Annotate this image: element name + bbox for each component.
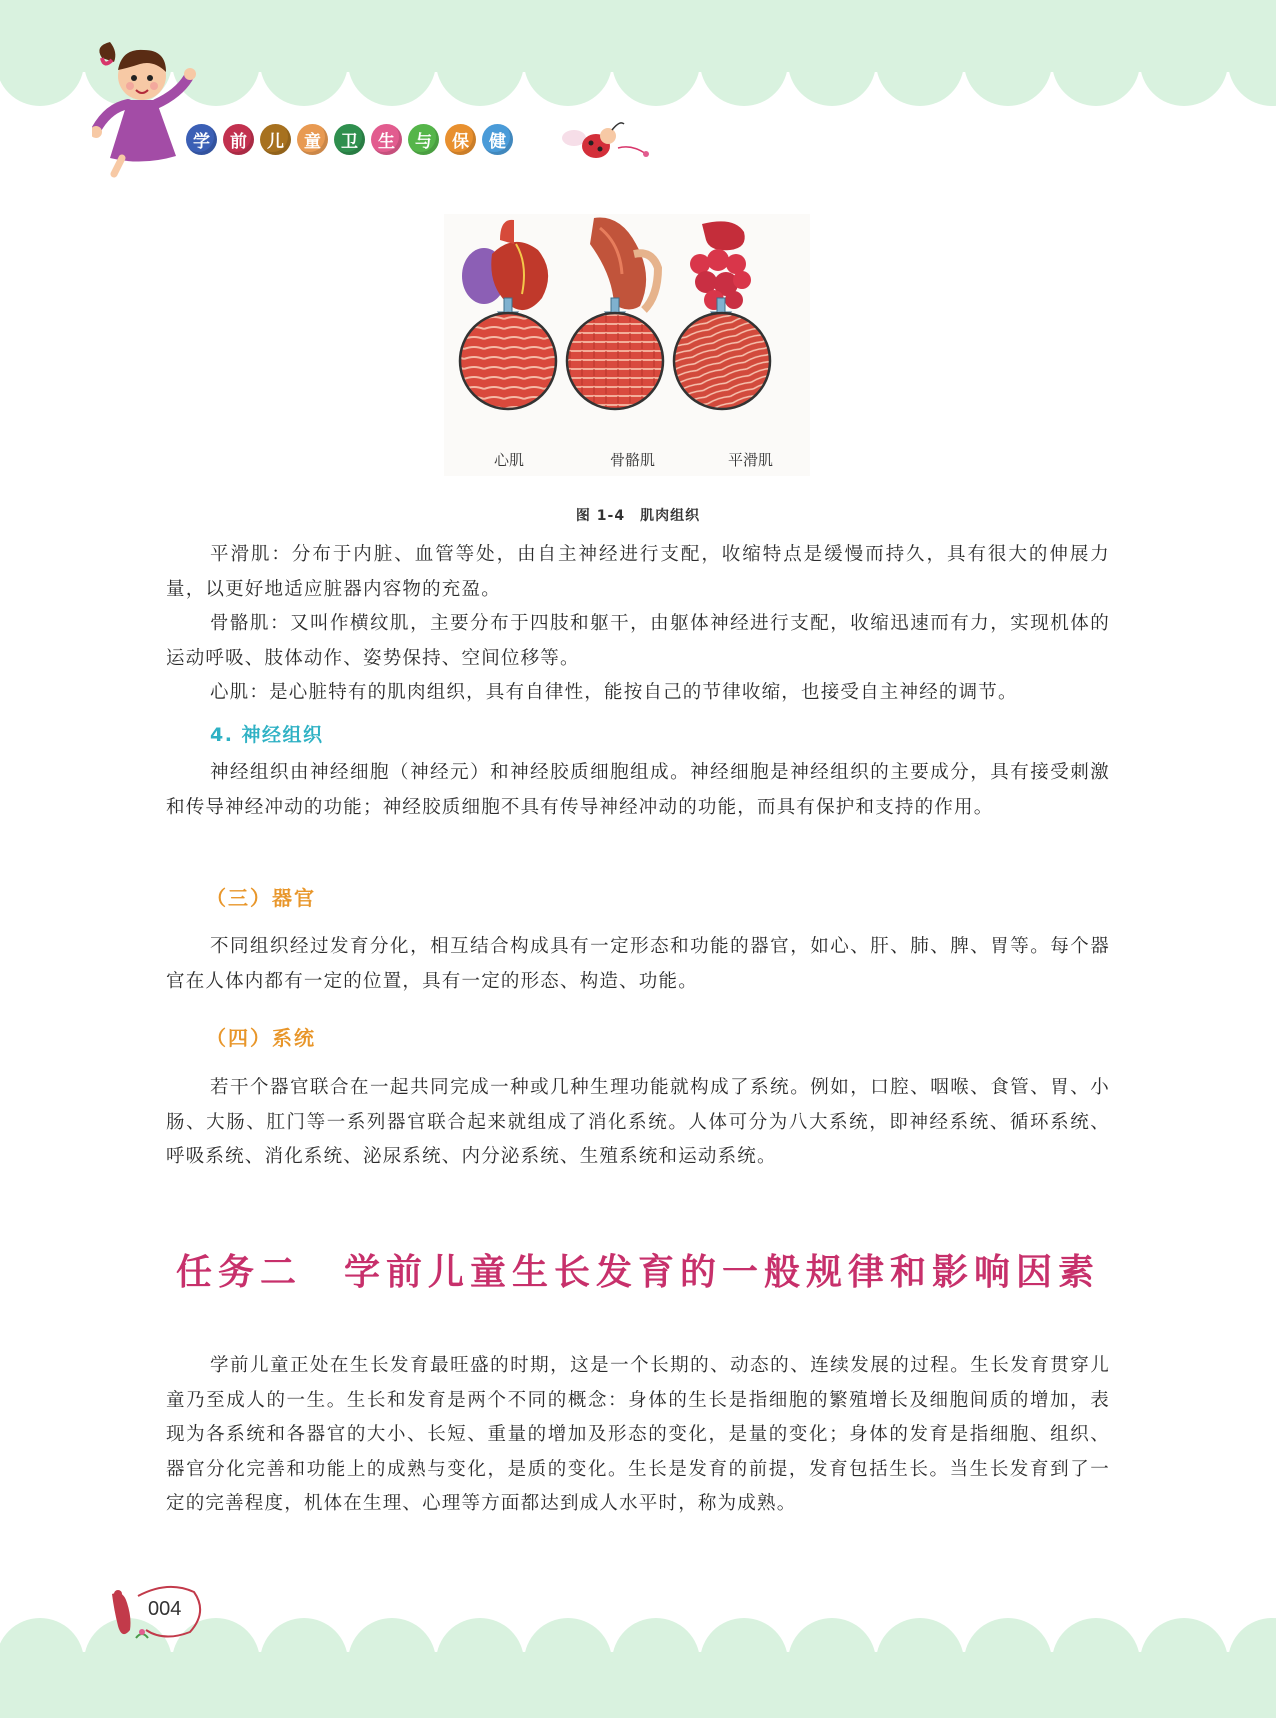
- heading-organs: （三）器官: [206, 886, 316, 910]
- book-title-char: 健: [482, 124, 513, 155]
- figure-caption: 图 1-4 肌肉组织: [575, 508, 701, 524]
- intestine-icon: [690, 221, 751, 310]
- muscle-tissue-figure: [444, 214, 810, 476]
- paragraph-systems: 若干个器官联合在一起共同完成一种或几种生理功能就构成了系统。例如，口腔、咽喉、食管、胃、小肠、大肠、肛门等一系列器官联合起来就组成了消化系统。人体可分为八大系统，即神经系统、循环系统、呼吸系统、消化系统、泌尿系统、内分泌系统、生殖系统和运动系统。: [166, 1077, 1110, 1167]
- book-title-char: 生: [371, 124, 402, 155]
- book-title-char: 童: [297, 124, 328, 155]
- cardiac-muscle-tissue: [460, 313, 556, 409]
- muscle-tissue-illustration: [444, 214, 810, 476]
- smooth-muscle-tissue: [674, 313, 770, 409]
- book-title-char: 与: [408, 124, 439, 155]
- heading-nervous-tissue: 4. 神经组织: [210, 724, 324, 746]
- book-title-char: 学: [186, 124, 217, 155]
- book-title-char: 儿: [260, 124, 291, 155]
- arm-muscle-icon: [590, 218, 658, 310]
- paragraph-organs: 不同组织经过发育分化，相互结合构成具有一定形态和功能的器官，如心、肝、肺、脾、胃等。每个器官在人体内都有一定的位置，具有一定的形态、构造、功能。: [166, 936, 1110, 992]
- task-two-title: 任务二 学前儿童生长发育的一般规律和影响因素: [175, 1252, 1100, 1293]
- paragraph-smooth-muscle: 平滑肌：分布于内脏、血管等处，由自主神经进行支配，收缩特点是缓慢而持久，具有很大的伸展力量，以更好地适应脏器内容物的充盈。: [166, 544, 1110, 600]
- book-title-char: 前: [223, 124, 254, 155]
- paragraph-nervous-tissue: 神经组织由神经细胞（神经元）和神经胶质细胞组成。神经细胞是神经组织的主要成分，具有接受刺激和传导神经冲动的功能；神经胶质细胞不具有传导神经冲动的功能，而具有保护和支持的作用。: [166, 762, 1110, 818]
- book-title-char: 保: [445, 124, 476, 155]
- heading-systems: （四）系统: [206, 1026, 316, 1050]
- girl-mascot-icon: [92, 38, 202, 178]
- figure-label-skeletal: 骨骼肌: [610, 451, 656, 469]
- book-title-char: 卫: [334, 124, 365, 155]
- paragraph-cardiac-muscle: 心肌：是心脏特有的肌肉组织，具有自律性，能按自己的节律收缩，也接受自主神经的调节。: [210, 682, 1018, 703]
- ladybug-fairy-icon: [560, 118, 652, 170]
- figure-label-cardiac: 心肌: [494, 451, 525, 469]
- figure-label-smooth: 平滑肌: [728, 451, 774, 469]
- skeletal-muscle-tissue: [567, 313, 663, 409]
- paragraph-skeletal-muscle: 骨骼肌：又叫作横纹肌，主要分布于四肢和躯干，由躯体神经进行支配，收缩迅速而有力，实现机体的运动呼吸、肢体动作、姿势保持、空间位移等。: [166, 613, 1110, 669]
- page-number: 004: [148, 1598, 182, 1620]
- heart-icon: [462, 220, 548, 310]
- book-title: [186, 124, 513, 155]
- paragraph-growth-development: 学前儿童正处在生长发育最旺盛的时期，这是一个长期的、动态的、连续发展的过程。生长发育贯穿儿童乃至成人的一生。生长和发育是两个不同的概念：身体的生长是指细胞的繁殖增长及细胞间质的增加，表现为各系统和各器官的大小、长短、重量的增加及形态的变化，是量的变化；身体的发育是指细胞、组织、器官分化完善和功能上的成熟与变化，是质的变化。生长是发育的前提，发育包括生长。当生长发育到了一定的完善程度，机体在生理、心理等方面都达到成人水平时，称为成熟。: [166, 1355, 1110, 1514]
